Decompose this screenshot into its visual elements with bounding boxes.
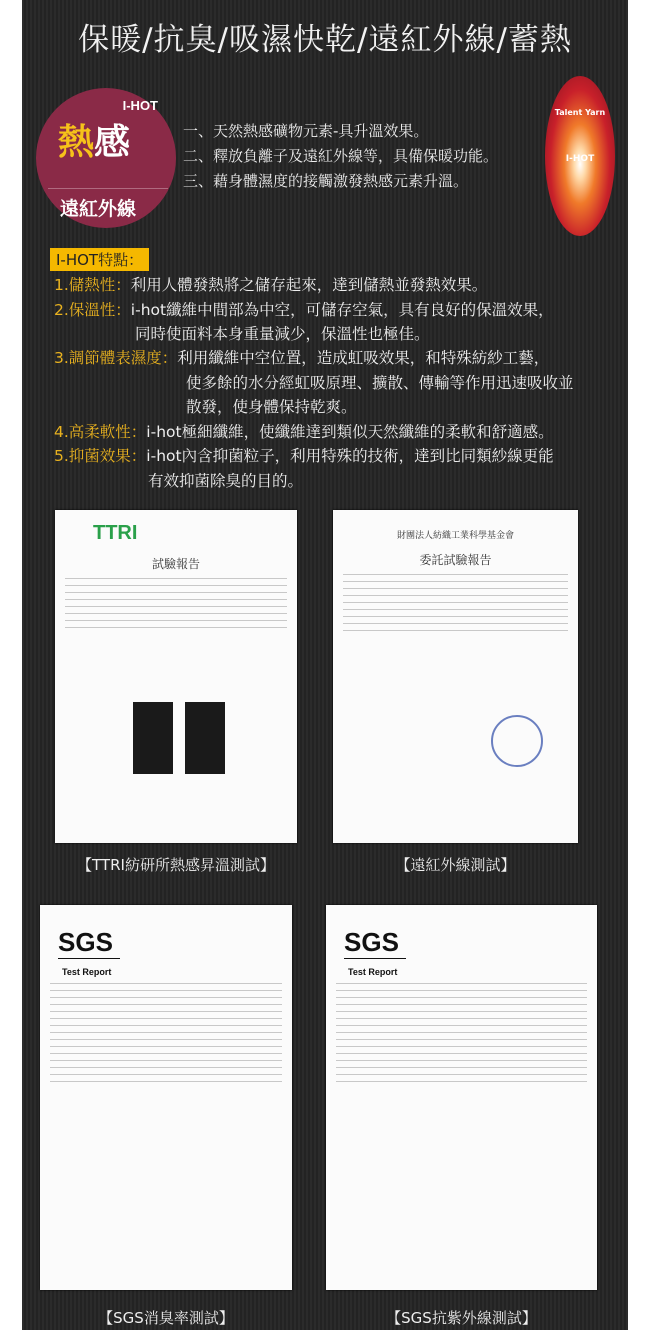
ttri-logo: TTRI [93, 522, 138, 544]
talent-yarn-logo [545, 76, 615, 236]
certificate-heading: 委託試驗報告 [419, 553, 492, 567]
feature-item: 2.保溫性：i-hot纖維中間部為中空，可儲存空氣，具有良好的保溫效果， [54, 301, 554, 319]
feature-item: 4.高柔軟性：i-hot極細纖維，使纖維達到類似天然纖維的柔軟和舒適感。 [54, 423, 554, 441]
certificate-caption: 【遠紅外線測試】 [395, 856, 516, 874]
feature-item: 3.調節體表濕度：利用纖維中空位置，造成虹吸效果，和特殊紡紗工藝， [54, 349, 550, 367]
badge-title-yellow: 熱 [58, 122, 95, 163]
sgs-uv-certificate [326, 905, 597, 1290]
certificate-heading: Test Report [62, 967, 112, 977]
feature-item: 1.儲熱性：利用人體發熱將之儲存起來，達到儲熱並發熱效果。 [54, 276, 488, 294]
certificate-heading: 試驗報告 [151, 557, 200, 571]
fabric-sample [185, 702, 225, 774]
certificate-caption: 【TTRI紡研所熱感昇溫測試】 [77, 856, 275, 874]
benefit-list [183, 119, 498, 194]
feature-item-cont: 有效抑菌除臭的目的。 [148, 472, 304, 490]
sgs-logo: SGS [344, 927, 406, 959]
features-label: I-HOT特點： [50, 248, 149, 271]
ihot-badge [36, 88, 176, 228]
logo-brand: Talent Yarn [554, 108, 606, 117]
badge-subtitle: 遠紅外線 [60, 198, 137, 220]
feature-item: 5.抑菌效果：i-hot內含抑菌粒子，利用特殊的技術，達到比同類紗線更能 [54, 447, 554, 465]
badge-title-white: 感 [94, 122, 131, 163]
feature-item-cont: 同時使面料本身重量減少，保溫性也極佳。 [135, 325, 430, 343]
badge-divider [48, 188, 168, 189]
benefit-item: 二、釋放負離子及遠紅外線等，具備保暖功能。 [183, 147, 499, 165]
certificate-caption: 【SGS抗紫外線測試】 [386, 1309, 537, 1327]
page-title: 保暖/抗臭/吸濕快乾/遠紅外線/蓄熱 [78, 22, 572, 58]
badge-brand: I-HOT [122, 98, 158, 113]
foundation-logo: 財團法人紡織工業科學基金會 [396, 531, 514, 541]
badge-title [58, 114, 130, 165]
fabric-sample [133, 702, 173, 774]
certificate-caption: 【SGS消臭率測試】 [98, 1309, 234, 1327]
sgs-deodorization-certificate [40, 905, 292, 1290]
benefit-item: 三、藉身體濕度的接觸激發熱感元素升溫。 [183, 172, 469, 190]
ttri-certificate [55, 510, 297, 843]
benefit-item: 一、天然熱感礦物元素-具升溫效果。 [183, 122, 429, 140]
official-seal [491, 715, 543, 767]
far-infrared-certificate [333, 510, 578, 843]
feature-item-cont: 使多餘的水分經虹吸原理、擴散、傳輸等作用迅速吸收並 [186, 374, 574, 392]
feature-item-cont: 散發，使身體保持乾爽。 [186, 398, 357, 416]
certificate-heading: Test Report [348, 967, 398, 977]
sgs-logo: SGS [58, 927, 120, 959]
logo-label: I-HOT [565, 154, 595, 164]
